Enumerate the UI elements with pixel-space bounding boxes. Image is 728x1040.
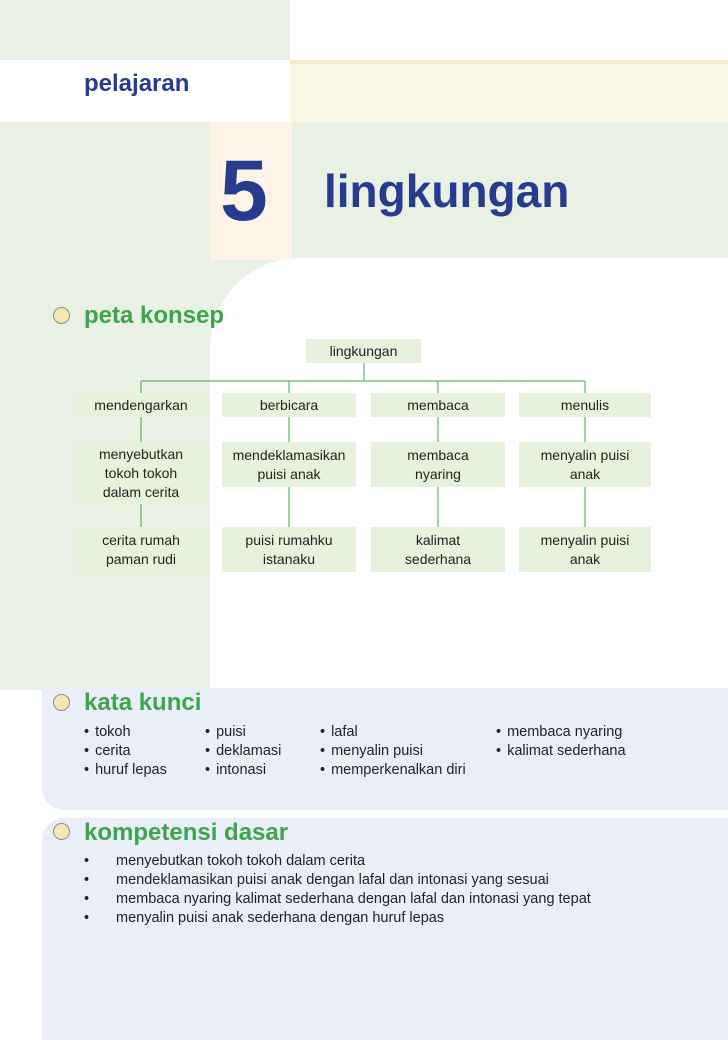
keyword-item: • cerita <box>84 743 131 759</box>
competency-item: • menyebutkan tokoh tokoh dalam cerita <box>84 853 366 869</box>
keyword-item: • deklamasi <box>205 743 282 759</box>
competencies-heading: kompetensi dasar <box>84 819 289 846</box>
keyword-item: • memperkenalkan diri <box>320 762 466 778</box>
keyword-item: • kalimat sederhana <box>496 743 626 759</box>
keyword-item: • membaca nyaring <box>496 724 623 740</box>
chapter-number: 5 <box>220 143 268 239</box>
header-band-cream <box>290 60 728 122</box>
concept-branch-node: mendengarkan <box>74 393 208 417</box>
keyword-item: • huruf lepas <box>84 762 167 778</box>
concept-material-node: puisi rumahku istanaku <box>222 527 356 572</box>
keyword-item: • puisi <box>205 724 246 740</box>
concept-material-node: cerita rumah paman rudi <box>74 527 208 572</box>
section-bullet-icon <box>53 307 70 324</box>
section-label: pelajaran <box>84 70 190 97</box>
concept-branch-node: membaca <box>371 393 505 417</box>
keywords-heading: kata kunci <box>84 689 202 716</box>
concept-root-node: lingkungan <box>306 339 421 363</box>
concept-map-heading: peta konsep <box>84 302 225 329</box>
keyword-item: • menyalin puisi <box>320 743 423 759</box>
concept-detail-node: membaca nyaring <box>371 442 505 487</box>
section-bullet-icon <box>53 823 70 840</box>
concept-detail-node: menyalin puisi anak <box>519 442 651 487</box>
concept-branch-node: menulis <box>519 393 651 417</box>
concept-detail-node: mendeklamasikan puisi anak <box>222 442 356 487</box>
concept-material-node: menyalin puisi anak <box>519 527 651 572</box>
header-rule <box>290 60 728 64</box>
competency-item: • menyalin puisi anak sederhana dengan huruf lepas <box>84 910 445 926</box>
chapter-title: lingkungan <box>324 165 570 217</box>
concept-branch-node: berbicara <box>222 393 356 417</box>
competency-item: • mendeklamasikan puisi anak dengan lafal dan intonasi yang sesuai <box>84 872 549 888</box>
keyword-item: • intonasi <box>205 762 267 778</box>
keyword-item: • lafal <box>320 724 358 740</box>
concept-material-node: kalimat sederhana <box>371 527 505 572</box>
section-bullet-icon <box>53 694 70 711</box>
competency-item: • membaca nyaring kalimat sederhana dengan lafal dan intonasi yang tepat <box>84 891 591 907</box>
keyword-item: • tokoh <box>84 724 131 740</box>
concept-detail-node: menyebutkan tokoh tokoh dalam cerita <box>74 442 208 504</box>
